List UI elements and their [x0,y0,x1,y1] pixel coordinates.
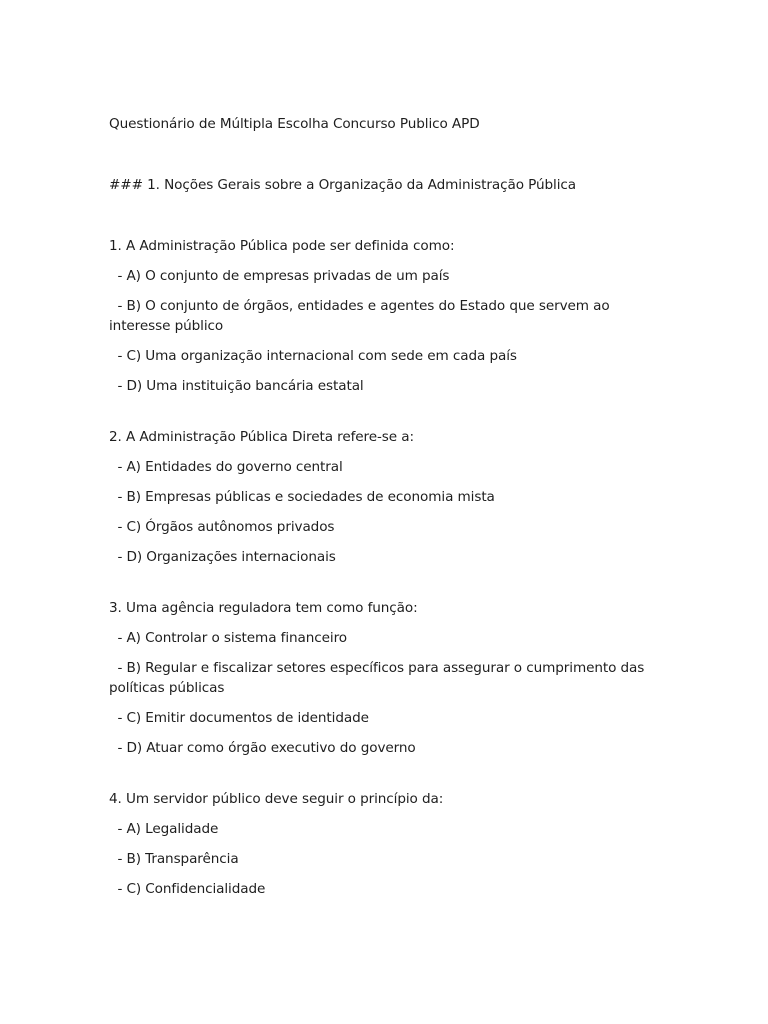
option-b [109,849,669,869]
option-b [109,658,669,698]
question-text: 3. Uma agência reguladora tem como função: [109,600,418,616]
question-text: 4. Um servidor público deve seguir o princípio da: [109,791,444,807]
option-b [109,296,669,336]
option-c [109,708,669,728]
question-text: 1. A Administração Pública pode ser definida como: [109,238,455,254]
option-text: - B) Empresas públicas e sociedades de economia mista [117,489,495,505]
question-block-2 [109,427,669,567]
option-d [109,738,669,758]
option-text: - C) Confidencialidade [117,881,266,897]
option-a [109,266,669,286]
option-text: - C) Órgãos autônomos privados [117,519,335,535]
option-a [109,819,669,839]
option-text: - B) Regular e fiscalizar setores específicos para assegurar o cumprimento das políticas públicas [109,660,645,696]
option-text: - B) O conjunto de órgãos, entidades e agentes do Estado que servem ao interesse público [109,298,610,334]
option-c [109,517,669,537]
option-a [109,457,669,477]
option-text: - B) Transparência [117,851,239,867]
question-block-1 [109,236,669,396]
option-text: - A) O conjunto de empresas privadas de um país [117,268,450,284]
option-b [109,487,669,507]
option-a [109,628,669,648]
option-text: - C) Uma organização internacional com sede em cada país [117,348,517,364]
option-text: - A) Legalidade [117,821,219,837]
question-block-3 [109,598,669,758]
question-text: 2. A Administração Pública Direta refere-se a: [109,429,414,445]
option-text: - A) Entidades do governo central [117,459,343,475]
section-heading: ### 1. Noções Gerais sobre a Organização da Administração Pública [109,177,576,193]
document-page [109,114,669,899]
option-text: - C) Emitir documentos de identidade [117,710,369,726]
option-c [109,346,669,366]
option-d [109,376,669,396]
option-d [109,547,669,567]
option-c [109,879,669,899]
question-block-4 [109,789,669,899]
option-text: - D) Atuar como órgão executivo do governo [117,740,416,756]
option-text: - A) Controlar o sistema financeiro [117,630,347,646]
option-text: - D) Uma instituição bancária estatal [117,378,364,394]
option-text: - D) Organizações internacionais [117,549,336,565]
document-title: Questionário de Múltipla Escolha Concurso Publico APD [109,116,480,132]
